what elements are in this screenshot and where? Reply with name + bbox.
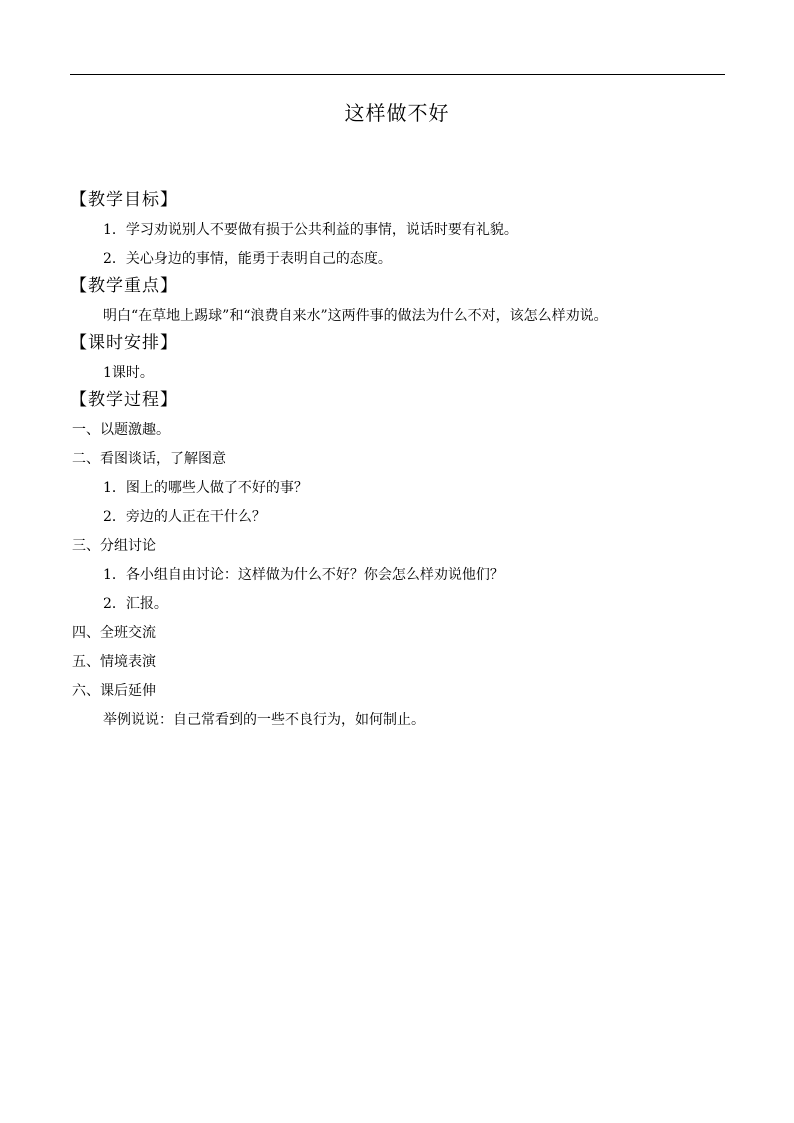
process-step-3-item: 2．汇报。 <box>103 596 168 612</box>
process-step-4: 四、全班交流 <box>72 625 156 641</box>
process-step-6-text: 举例说说：自己常看到的一些不良行为，如何制止。 <box>103 712 425 728</box>
header-rule <box>70 74 725 75</box>
process-step-6: 六、课后延伸 <box>72 683 156 699</box>
process-step-2-item: 2．旁边的人正在干什么？ <box>103 509 266 525</box>
process-step-1: 一、以题激趣。 <box>72 422 170 438</box>
process-step-3-item: 1．各小组自由讨论：这样做为什么不好？你会怎么样劝说他们？ <box>103 567 504 583</box>
goal-item: 1．学习劝说别人不要做有损于公共利益的事情，说话时要有礼貌。 <box>103 222 518 238</box>
section-heading-key-points: 【教学重点】 <box>70 276 178 296</box>
document-title: 这样做不好 <box>344 101 450 125</box>
document-body <box>70 188 725 735</box>
process-step-3: 三、分组讨论 <box>72 538 156 554</box>
process-step-2: 二、看图谈话，了解图意 <box>72 451 226 467</box>
key-points-text: 明白“在草地上踢球”和“浪费自来水”这两件事的做法为什么不对，该怎么样劝说。 <box>103 308 608 324</box>
section-heading-process: 【教学过程】 <box>70 390 178 410</box>
section-heading-goals: 【教学目标】 <box>70 190 178 210</box>
schedule-text: 1课时。 <box>103 365 154 381</box>
section-heading-schedule: 【课时安排】 <box>70 333 178 353</box>
process-step-2-item: 1．图上的哪些人做了不好的事？ <box>103 480 308 496</box>
goal-item: 2．关心身边的事情，能勇于表明自己的态度。 <box>103 251 392 267</box>
process-step-5: 五、情境表演 <box>72 654 156 670</box>
